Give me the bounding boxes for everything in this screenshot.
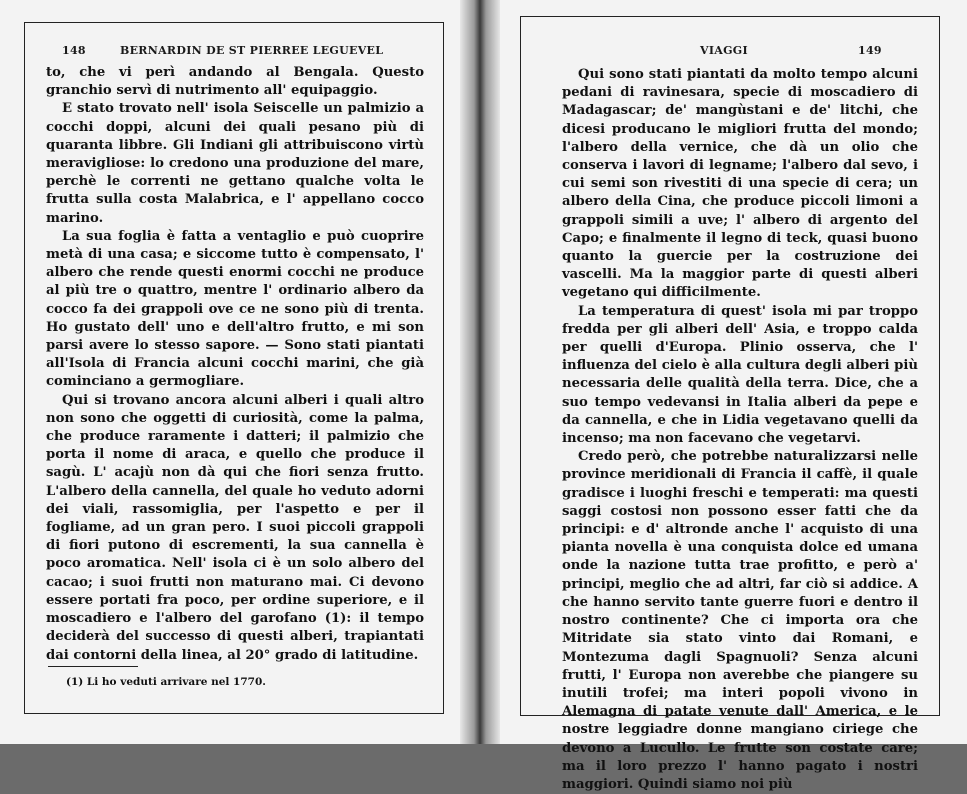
paragraph: La sua foglia è fatta a ventaglio e può cuoprire metà di una casa; e siccome tutto è compensato, l' albero che rende questi enormi cocchi ne produce al più tre o quattro, mentre l' ordinario albero da cocco fa dei grappoli ove ce ne sono più di trenta. Ho gustato dell' uno e dell'altro frutto, e mi son parsi avere lo stesso sapore. — Sono stati piantati all'Isola di Francia alcuni cocchi marini, che già cominciano a germogliare. (46, 228, 424, 390)
paragraph: to, che vi perì andando al Bengala. Questo granchio servì di nutrimento all' equipaggio. (46, 65, 424, 99)
paragraph: E stato trovato nell' isola Seiscelle un palmizio a cocchi doppi, alcuni dei quali pesano più di quaranta libbre. Gli Indiani gli attribuiscono virtù meravigliose: lo credono una produzione del mare, perchè le correnti ne gettano qualche volta le frutta sulla costa Malabrica, e l' appellano cocco marino. (46, 101, 424, 226)
right-page-number: 149 (858, 44, 882, 57)
book-gutter (460, 0, 500, 744)
footnote: (1) Li ho veduti arrivare nel 1770. (66, 676, 266, 688)
right-body-text (562, 66, 918, 794)
paragraph: Qui si trovano ancora alcuni alberi i quali altro non sono che oggetti di curiosità, come la palma, che produce raramente i datteri; il palmizio che porta il nome di araca, e quello che produce il sagù. L' acajù non dà qui che fiori senza frutto. L'albero della cannella, del quale ho veduto adorni dei viali, rassomiglia, per l'aspetto e per il fogliame, ad un gran pero. I suoi piccoli grappoli di fiori putono di escrementi, la sua cannella è poco aromatica. Nell' isola ci è un solo albero del cacao; i suoi frutti non maturano mai. Ci devono essere portati fra poco, per ordine superiore, e il moscadiero e l'albero del garofano (1): il tempo deciderà del successo di questi alberi, trapiantati dai contorni della linea, al 20° grado di latitudine. (46, 392, 424, 663)
paragraph: Credo però, che potrebbe naturalizzarsi nelle province meridionali di Francia il caffè, il quale gradisce i luoghi freschi e temperati: ma questi saggi costosi non possono esser fatti che da principi: e d' altronde anche l' acquisto di una pianta novella è una conquista dolce ed umana onde la nazione tutta trae profitto, e però a' principi, meglio che ad altri, far ciò si addice. A che hanno servito tante guerre fuori e dentro il nostro continente? Che ci importa ora che Mitridate sia stato vinto dai Romani, e Montezuma dagli Spagnuoli? Senza alcuni frutti, l' Europa non averebbe che piangere su inutili trofei; ma interi popoli vivono in Alemagna di patate venute dall' America, e le nostre leggiadre donne mangiano ciriege che devono a Lucullo. Le frutte son costate care; ma il loro prezzo l' hanno pagato i nostri maggiori. Quindi siamo noi più (562, 449, 918, 792)
footnote-rule (48, 666, 138, 667)
left-running-title: BERNARDIN DE ST PIERREE LEGUEVEL (120, 44, 384, 57)
paragraph: La temperatura di quest' isola mi par troppo fredda per gli alberi dell' Asia, e troppo calda per quelli d'Europa. Plinio osserva, che l' influenza del cielo è alla cultura degli alberi più necessaria delle qualità della terra. Dice, che a suo tempo vedevansi in Italia alberi da pepe e da cannella, e che in Lidia vegetavano quelli da incenso; ma non facevano che vegetarvi. (562, 303, 918, 447)
left-body-text (46, 64, 424, 665)
left-page-number: 148 (62, 44, 86, 57)
paragraph: Qui sono stati piantati da molto tempo alcuni pedani di ravinesara, specie di moscadiero di Madagascar; de' mangùstani e de' litchi, che dicesi producano le migliori frutta del mondo; l'albero della vernice, che dà un olio che conserva i lavori di legname; l'albero dal sevo, i cui semi son rivestiti di una specie di cera; un albero della Cina, che produce piccoli limoni a grappoli simili a uve; l' albero di argento del Capo; e finalmente il legno di teck, quasi buono quanto la guercie per la costruzione dei vascelli. Ma la maggior parte di questi alberi vegetano qui difficilmente. (562, 67, 918, 301)
right-running-title: VIAGGI (700, 44, 748, 57)
